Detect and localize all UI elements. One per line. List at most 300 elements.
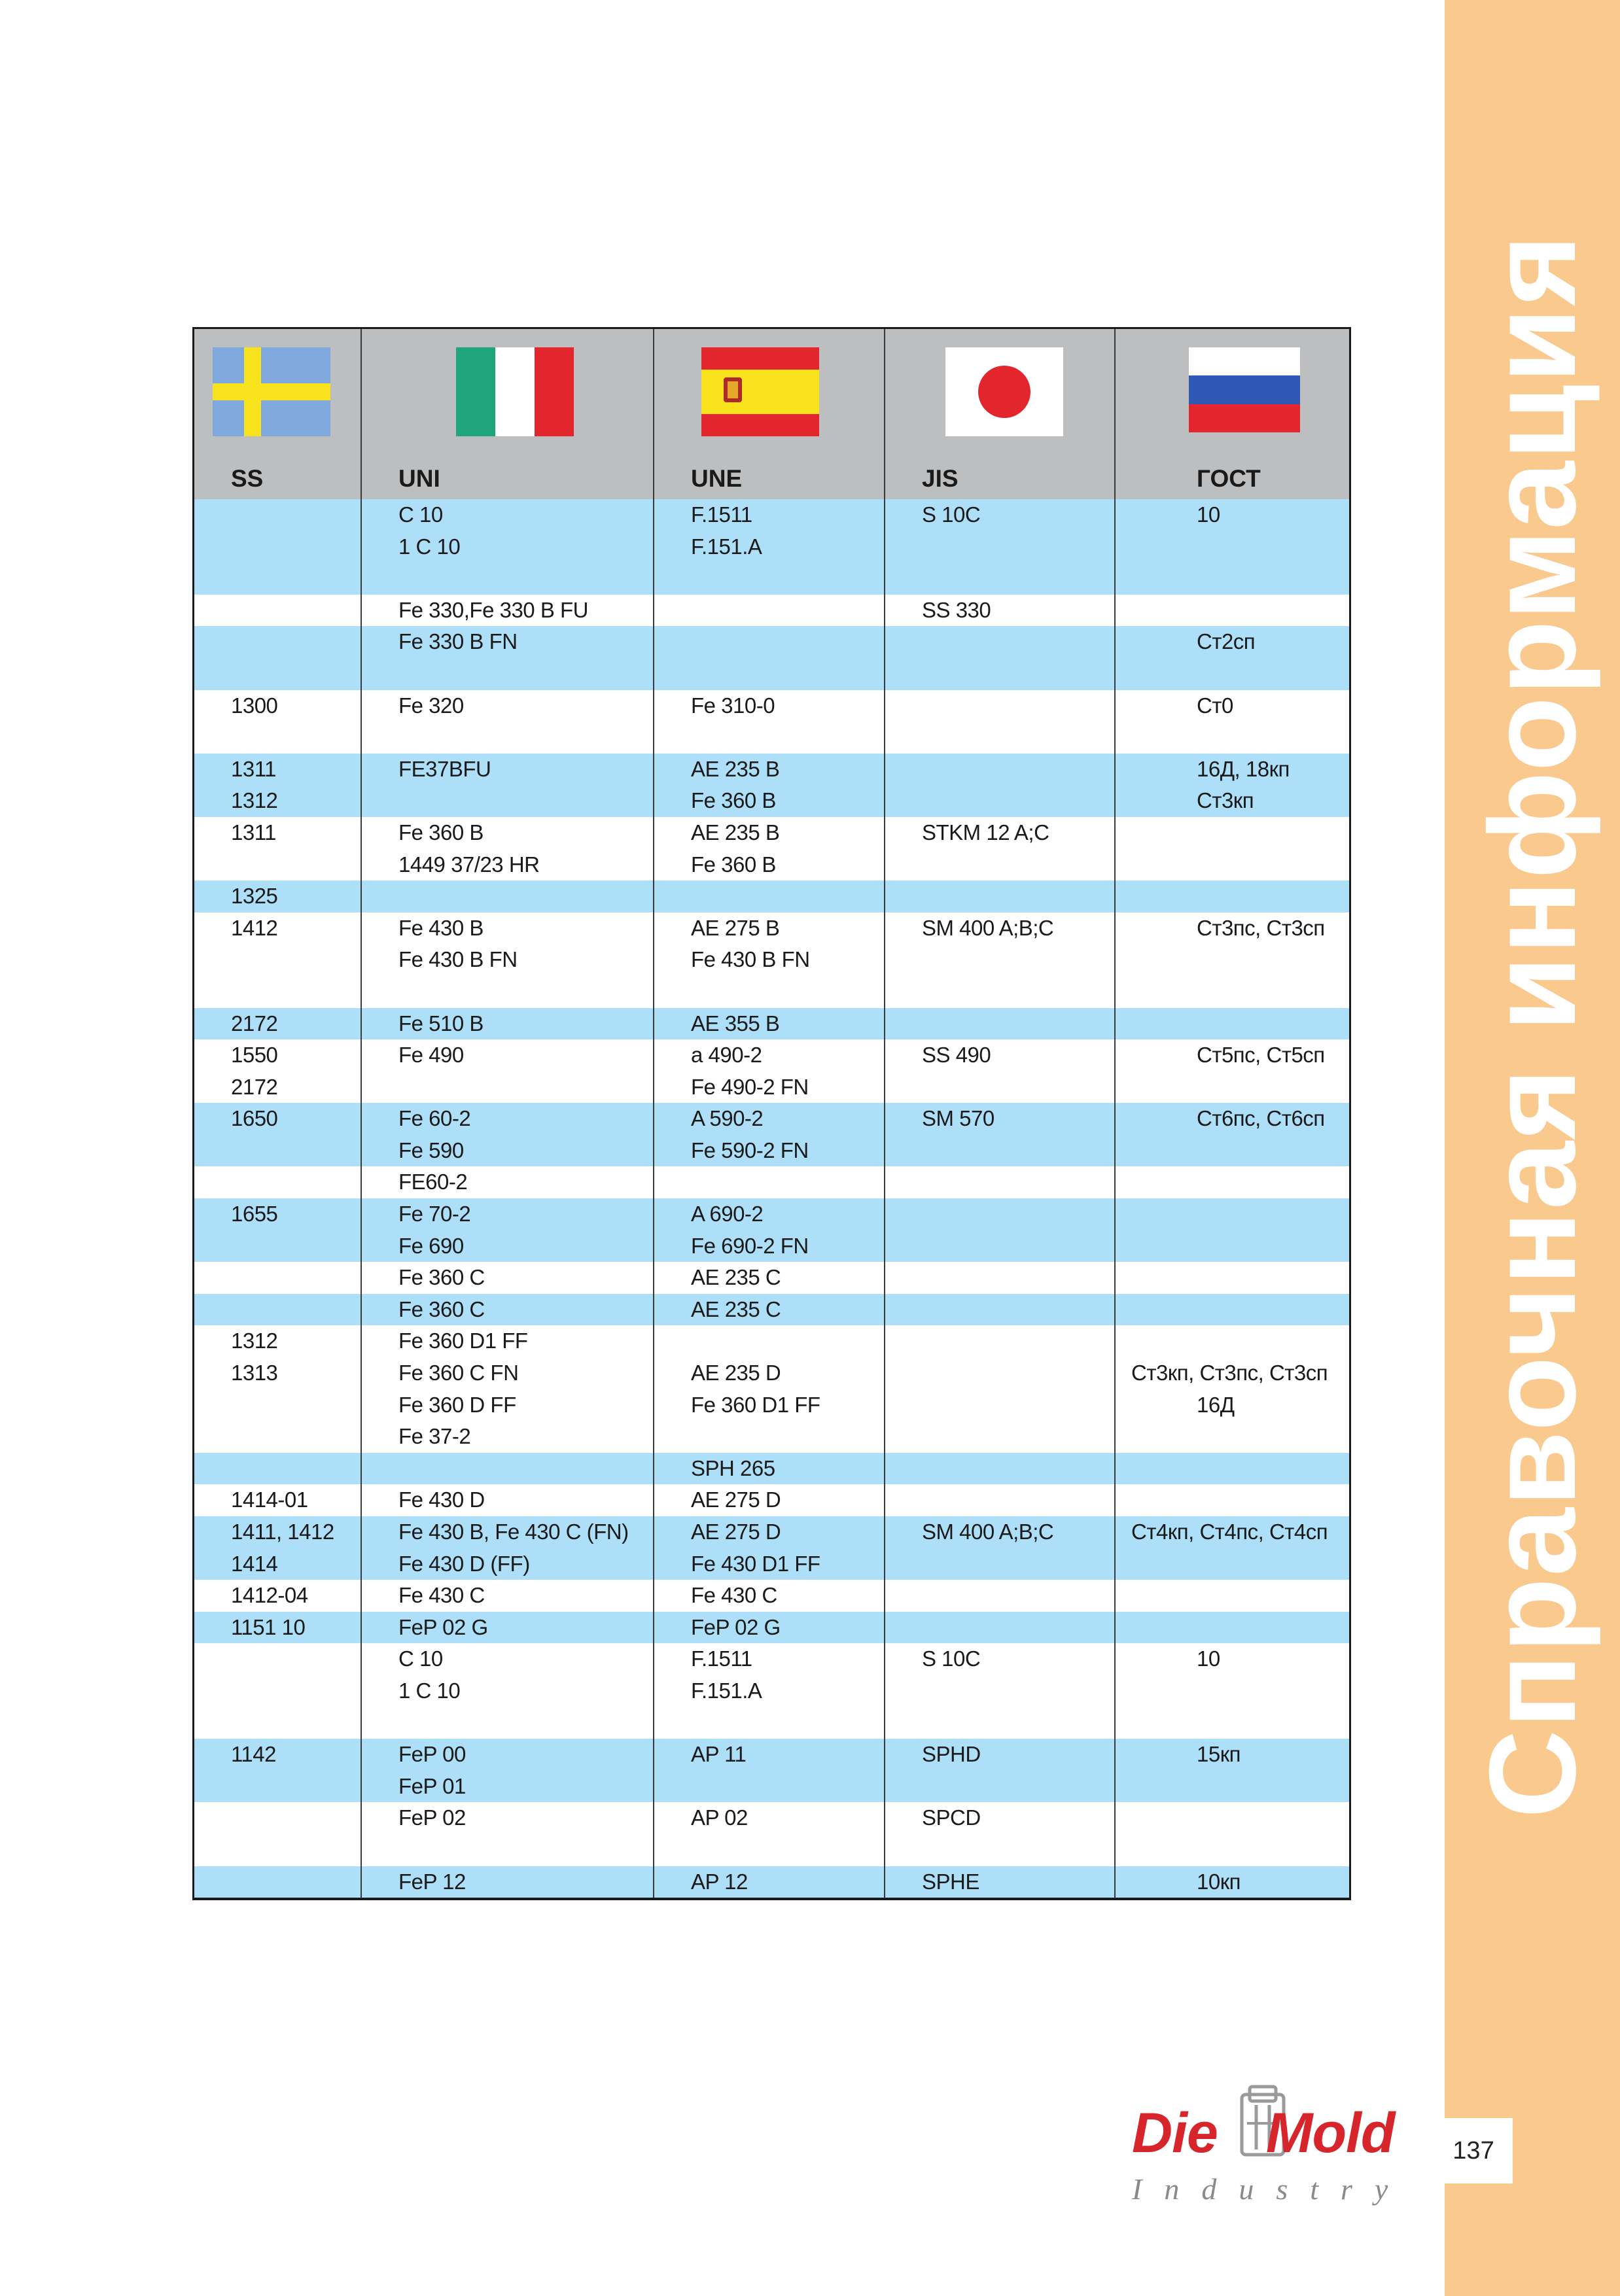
- cell-line: [885, 1071, 1114, 1104]
- table-row: [194, 1103, 1349, 1166]
- cell-gost: [1115, 880, 1349, 913]
- cell-line: [885, 1707, 1114, 1739]
- cell-jis: [885, 913, 1115, 1008]
- cell-uni: [361, 1262, 654, 1294]
- cell-line: [194, 722, 361, 754]
- cell-line: [1116, 817, 1349, 849]
- cell-line: [1116, 1230, 1349, 1262]
- cell-line: [1116, 1198, 1349, 1230]
- logo-word-mold: Mold: [1265, 2102, 1395, 2165]
- cell-line: 1312: [231, 788, 278, 813]
- italy-flag-icon: [456, 347, 574, 436]
- cell-line: AE 235 B: [691, 820, 780, 844]
- cell-line: [885, 1389, 1114, 1421]
- cell-ss: [194, 1612, 361, 1644]
- cell-line: [194, 626, 361, 658]
- steel-standards-table: [192, 327, 1351, 1900]
- cell-line: Ст5пс, Ст5сп: [1197, 1043, 1325, 1068]
- cell-line: C 10: [398, 502, 443, 527]
- cell-line: Fe 360 B: [398, 820, 484, 844]
- cell-uni: [361, 1643, 654, 1739]
- cell-line: [885, 1166, 1114, 1198]
- cell-line: 15кп: [1197, 1742, 1241, 1767]
- cell-ss: [194, 817, 361, 880]
- cell-line: [194, 1421, 361, 1453]
- cell-une: [654, 1294, 885, 1326]
- cell-line: SM 400 A;B;C: [922, 1520, 1054, 1544]
- table-row: [194, 1294, 1349, 1326]
- cell-line: 1151 10: [231, 1614, 306, 1639]
- page-number: 137: [1434, 2118, 1513, 2183]
- cell-uni: [361, 690, 654, 754]
- header-gost: [1115, 329, 1349, 499]
- cell-line: 16Д: [1197, 1392, 1235, 1417]
- cell-line: AE 275 D: [691, 1520, 781, 1544]
- cell-gost: [1115, 1294, 1349, 1326]
- cell-line: Fe 430 D1 FF: [691, 1551, 820, 1576]
- cell-line: [362, 880, 653, 913]
- cell-une: [654, 1198, 885, 1262]
- cell-ss: [194, 1262, 361, 1294]
- table-row: [194, 1802, 1349, 1866]
- table-row: [194, 499, 1349, 595]
- cell-line: FeP 02 G: [398, 1614, 488, 1639]
- cell-uni: [361, 1580, 654, 1612]
- cell-line: [654, 1166, 884, 1198]
- cell-gost: [1115, 626, 1349, 689]
- cell-uni: [361, 1802, 654, 1866]
- cell-line: 1 C 10: [398, 1678, 461, 1703]
- cell-line: 1414: [231, 1551, 278, 1576]
- logo-tagline: Industry: [1132, 2172, 1411, 2206]
- cell-line: [194, 595, 361, 627]
- cell-une: [654, 1166, 885, 1198]
- cell-line: [194, 849, 361, 881]
- cell-ss: [194, 1008, 361, 1040]
- cell-line: Fe 360 D1 FF: [691, 1392, 820, 1417]
- table-row: [194, 1198, 1349, 1262]
- cell-line: [1116, 1484, 1349, 1516]
- cell-line: A 590-2: [691, 1106, 764, 1131]
- spain-flag-icon: [701, 347, 819, 436]
- cell-une: [654, 1262, 885, 1294]
- cell-uni: [361, 754, 654, 817]
- cell-line: [194, 1675, 361, 1707]
- cell-line: [885, 1771, 1114, 1803]
- cell-jis: [885, 1294, 1115, 1326]
- cell-line: A 690-2: [691, 1202, 764, 1226]
- cell-line: [885, 1484, 1114, 1516]
- cell-line: AP 12: [691, 1869, 748, 1894]
- cell-line: F.151.A: [691, 534, 762, 559]
- cell-une: [654, 1866, 885, 1898]
- cell-line: [654, 1707, 884, 1739]
- cell-line: [885, 531, 1114, 563]
- cell-line: [654, 658, 884, 690]
- cell-line: [362, 976, 653, 1008]
- cell-line: 10: [1197, 1646, 1220, 1671]
- cell-jis: [885, 1484, 1115, 1516]
- cell-une: [654, 499, 885, 595]
- cell-line: 16Д, 18кп: [1197, 756, 1290, 781]
- cell-line: 1311: [231, 756, 276, 781]
- cell-line: [885, 1548, 1114, 1580]
- header-uni: [361, 329, 654, 499]
- cell-line: [885, 880, 1114, 913]
- cell-line: [194, 658, 361, 690]
- cell-line: Fe 490: [398, 1043, 464, 1068]
- cell-gost: [1115, 1325, 1349, 1452]
- cell-line: [885, 754, 1114, 786]
- cell-line: [885, 1834, 1114, 1866]
- cell-gost: [1115, 1643, 1349, 1739]
- cell-line: Ст2сп: [1197, 629, 1256, 654]
- cell-uni: [361, 880, 654, 913]
- cell-une: [654, 817, 885, 880]
- cell-line: 1412-04: [231, 1583, 308, 1608]
- russia-flag-icon: [1189, 347, 1300, 432]
- cell-line: [1116, 531, 1349, 563]
- cell-uni: [361, 1484, 654, 1516]
- cell-gost: [1115, 1516, 1349, 1580]
- cell-line: Fe 70-2: [398, 1202, 471, 1226]
- cell-une: [654, 595, 885, 627]
- cell-line: [1116, 1834, 1349, 1866]
- cell-ss: [194, 1866, 361, 1898]
- cell-uni: [361, 1739, 654, 1802]
- cell-jis: [885, 690, 1115, 754]
- cell-line: FeP 02: [398, 1805, 466, 1830]
- cell-gost: [1115, 1166, 1349, 1198]
- cell-line: FeP 00: [398, 1742, 466, 1767]
- table-row: [194, 1008, 1349, 1040]
- cell-une: [654, 1516, 885, 1580]
- cell-une: [654, 626, 885, 689]
- logo-word-die: Die: [1132, 2102, 1218, 2165]
- cell-line: 1311: [231, 820, 276, 844]
- cell-line: [362, 658, 653, 690]
- cell-line: [1116, 1802, 1349, 1834]
- cell-line: Fe 360 B: [691, 852, 776, 877]
- table-row: [194, 913, 1349, 1008]
- cell-line: [1116, 1675, 1349, 1707]
- cell-line: [885, 690, 1114, 722]
- cell-line: [1116, 1325, 1349, 1357]
- table-row: [194, 1739, 1349, 1802]
- cell-une: [654, 1739, 885, 1802]
- cell-line: [885, 1325, 1114, 1357]
- cell-line: SPHE: [922, 1869, 979, 1894]
- cell-line: [885, 626, 1114, 658]
- cell-gost: [1115, 1866, 1349, 1898]
- cell-line: [654, 626, 884, 658]
- cell-jis: [885, 1453, 1115, 1485]
- cell-jis: [885, 1866, 1115, 1898]
- header-jis: [885, 329, 1115, 499]
- cell-line: [885, 722, 1114, 754]
- cell-line: FeP 02 G: [691, 1614, 781, 1639]
- cell-jis: [885, 626, 1115, 689]
- cell-line: [1116, 595, 1349, 627]
- cell-line: Fe 430 D (FF): [398, 1551, 530, 1576]
- cell-ss: [194, 1802, 361, 1866]
- cell-line: AE 235 C: [691, 1296, 781, 1321]
- cell-jis: [885, 1008, 1115, 1040]
- header-label: UNE: [691, 465, 743, 492]
- cell-ss: [194, 1325, 361, 1452]
- cell-ss: [194, 1580, 361, 1612]
- table-row: [194, 1612, 1349, 1644]
- cell-line: [362, 1834, 653, 1866]
- cell-line: Fe 60-2: [398, 1106, 471, 1131]
- cell-line: [654, 1325, 884, 1357]
- cell-jis: [885, 1166, 1115, 1198]
- cell-line: [194, 1389, 361, 1421]
- cell-ss: [194, 754, 361, 817]
- cell-gost: [1115, 817, 1349, 880]
- cell-line: [194, 1707, 361, 1739]
- cell-gost: [1115, 690, 1349, 754]
- cell-line: Fe 360 B: [691, 788, 776, 813]
- cell-line: [1116, 658, 1349, 690]
- table-row: [194, 1516, 1349, 1580]
- cell-line: SPH 265: [691, 1455, 775, 1480]
- cell-gost: [1115, 1453, 1349, 1485]
- cell-line: Fe 310-0: [691, 693, 775, 718]
- cell-line: SS 330: [922, 597, 991, 622]
- cell-jis: [885, 1039, 1115, 1103]
- cell-une: [654, 1802, 885, 1866]
- cell-line: C 10: [398, 1646, 443, 1671]
- cell-jis: [885, 1739, 1115, 1802]
- cell-line: 1414-01: [231, 1487, 308, 1512]
- cell-line: FeP 12: [398, 1869, 466, 1894]
- cell-jis: [885, 817, 1115, 880]
- cell-uni: [361, 913, 654, 1008]
- cell-line: F.151.A: [691, 1678, 762, 1703]
- cell-line: FE60-2: [398, 1170, 468, 1194]
- japan-flag-icon: [945, 347, 1063, 436]
- cell-line: AE 275 D: [691, 1487, 781, 1512]
- cell-une: [654, 1008, 885, 1040]
- table-row: [194, 1262, 1349, 1294]
- cell-line: SS 490: [922, 1043, 991, 1068]
- cell-line: [1116, 1580, 1349, 1612]
- cell-line: F.1511: [691, 1646, 752, 1671]
- cell-line: [1116, 1262, 1349, 1294]
- cell-jis: [885, 880, 1115, 913]
- cell-line: AE 235 D: [691, 1361, 781, 1385]
- cell-line: 1655: [231, 1202, 278, 1226]
- cell-gost: [1115, 595, 1349, 627]
- cell-line: [194, 1802, 361, 1834]
- cell-line: [885, 1198, 1114, 1230]
- cell-line: [885, 1294, 1114, 1326]
- cell-line: Fe 360 C: [398, 1265, 485, 1290]
- cell-line: [1116, 1294, 1349, 1326]
- table-row: [194, 690, 1349, 754]
- cell-line: [654, 880, 884, 913]
- cell-line: [1116, 1166, 1349, 1198]
- cell-line: [654, 722, 884, 754]
- cell-line: 1300: [231, 693, 278, 718]
- cell-line: Fe 590: [398, 1138, 464, 1162]
- table-row: [194, 1643, 1349, 1739]
- cell-gost: [1115, 1262, 1349, 1294]
- header-ss: [194, 329, 361, 499]
- cell-uni: [361, 1294, 654, 1326]
- table-row: [194, 1039, 1349, 1103]
- cell-ss: [194, 1643, 361, 1739]
- cell-line: [194, 1453, 361, 1485]
- cell-line: 1312: [231, 1329, 278, 1353]
- cell-line: Fe 430 C: [398, 1583, 485, 1608]
- cell-line: AP 02: [691, 1805, 748, 1830]
- cell-line: [194, 1294, 361, 1326]
- cell-line: Fe 430 C: [691, 1583, 777, 1608]
- cell-line: 1411, 1412: [231, 1520, 334, 1544]
- cell-une: [654, 880, 885, 913]
- cell-line: [194, 563, 361, 595]
- cell-line: F.1511: [691, 502, 752, 527]
- cell-line: [1116, 976, 1349, 1008]
- cell-ss: [194, 880, 361, 913]
- cell-gost: [1115, 1198, 1349, 1262]
- cell-gost: [1115, 1612, 1349, 1644]
- cell-line: Fe 430 B, Fe 430 C (FN): [398, 1520, 629, 1544]
- cell-uni: [361, 1103, 654, 1166]
- cell-line: FE37BFU: [398, 756, 491, 781]
- cell-line: AE 235 B: [691, 756, 780, 781]
- cell-line: S 10C: [922, 502, 981, 527]
- cell-line: Fe 430 B FN: [398, 947, 518, 972]
- cell-ss: [194, 1484, 361, 1516]
- cell-une: [654, 754, 885, 817]
- cell-line: 2172: [231, 1011, 278, 1035]
- cell-line: Fe 690: [398, 1233, 464, 1258]
- header-label: ГОСТ: [1197, 465, 1261, 492]
- cell-line: 1650: [231, 1106, 278, 1131]
- table-row: [194, 1484, 1349, 1516]
- cell-line: [654, 1421, 884, 1453]
- cell-ss: [194, 499, 361, 595]
- cell-line: 1142: [231, 1742, 276, 1767]
- cell-ss: [194, 1198, 361, 1262]
- cell-line: [194, 1262, 361, 1294]
- cell-une: [654, 1580, 885, 1612]
- cell-line: [1116, 722, 1349, 754]
- cell-gost: [1115, 499, 1349, 595]
- cell-line: [885, 1580, 1114, 1612]
- cell-line: Fe 360 D1 FF: [398, 1329, 528, 1353]
- cell-line: FeP 01: [398, 1773, 466, 1798]
- cell-line: [1116, 1771, 1349, 1803]
- cell-line: [1116, 1548, 1349, 1580]
- table-row: [194, 1580, 1349, 1612]
- header-label: JIS: [922, 465, 959, 492]
- cell-jis: [885, 595, 1115, 627]
- table-row: [194, 880, 1349, 913]
- cell-line: Fe 510 B: [398, 1011, 484, 1035]
- cell-line: [194, 1135, 361, 1167]
- cell-jis: [885, 1516, 1115, 1580]
- cell-uni: [361, 1198, 654, 1262]
- cell-line: [885, 1008, 1114, 1040]
- cell-line: Fe 430 D: [398, 1487, 485, 1512]
- cell-line: Ст3кп: [1197, 788, 1254, 813]
- cell-uni: [361, 499, 654, 595]
- cell-line: [885, 944, 1114, 976]
- cell-ss: [194, 1039, 361, 1103]
- cell-uni: [361, 1612, 654, 1644]
- cell-une: [654, 1612, 885, 1644]
- cell-uni: [361, 595, 654, 627]
- cell-line: Fe 360 D FF: [398, 1392, 516, 1417]
- cell-jis: [885, 1802, 1115, 1866]
- cell-line: [1116, 944, 1349, 976]
- table-row: [194, 1325, 1349, 1452]
- cell-line: [1116, 1707, 1349, 1739]
- cell-line: [362, 563, 653, 595]
- table-row: [194, 626, 1349, 689]
- cell-jis: [885, 1325, 1115, 1452]
- cell-line: Fe 320: [398, 693, 464, 718]
- cell-line: [885, 1612, 1114, 1644]
- cell-line: 1 C 10: [398, 534, 461, 559]
- cell-gost: [1115, 913, 1349, 1008]
- cell-jis: [885, 1612, 1115, 1644]
- header-label: SS: [231, 465, 264, 492]
- table-row: [194, 817, 1349, 880]
- cell-ss: [194, 1516, 361, 1580]
- header-une: [654, 329, 885, 499]
- diemold-logo: [1132, 2080, 1439, 2211]
- cell-line: [654, 1834, 884, 1866]
- cell-line: [1116, 1071, 1349, 1104]
- cell-line: [885, 563, 1114, 595]
- cell-jis: [885, 754, 1115, 817]
- cell-ss: [194, 626, 361, 689]
- cell-jis: [885, 1262, 1115, 1294]
- cell-line: S 10C: [922, 1646, 981, 1671]
- cell-uni: [361, 1516, 654, 1580]
- cell-uni: [361, 1166, 654, 1198]
- cell-line: [1116, 1421, 1349, 1453]
- cell-line: [194, 1771, 361, 1803]
- cell-gost: [1115, 1802, 1349, 1866]
- cell-line: [654, 595, 884, 627]
- cell-line: [194, 1834, 361, 1866]
- cell-line: [362, 1707, 653, 1739]
- table-row: [194, 1453, 1349, 1485]
- table-row: [194, 595, 1349, 627]
- cell-uni: [361, 626, 654, 689]
- cell-jis: [885, 499, 1115, 595]
- cell-line: Fe 360 C: [398, 1296, 485, 1321]
- cell-uni: [361, 1866, 654, 1898]
- cell-line: SPCD: [922, 1805, 981, 1830]
- cell-une: [654, 1325, 885, 1452]
- cell-line: [194, 1166, 361, 1198]
- cell-line: [1116, 1135, 1349, 1167]
- cell-ss: [194, 1166, 361, 1198]
- cell-jis: [885, 1643, 1115, 1739]
- cell-line: [885, 785, 1114, 817]
- cell-line: a 490-2: [691, 1043, 762, 1068]
- cell-line: [194, 976, 361, 1008]
- cell-line: SM 570: [922, 1106, 995, 1131]
- cell-line: 10кп: [1197, 1869, 1241, 1894]
